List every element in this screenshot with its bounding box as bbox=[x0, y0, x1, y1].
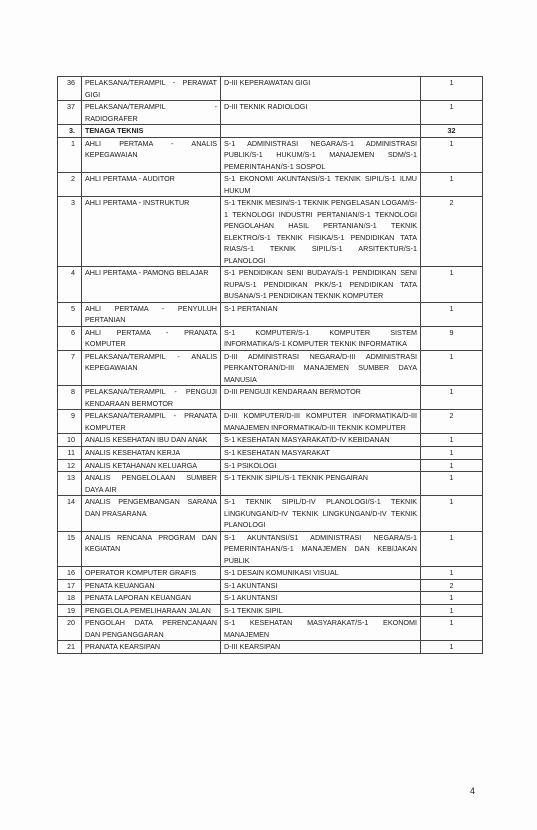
row-number-cell: 19 bbox=[58, 604, 82, 617]
row-number-cell: 3. bbox=[58, 125, 82, 138]
position-cell: AHLI PERTAMA - PAMONG BELAJAR bbox=[82, 267, 221, 303]
section-row bbox=[58, 125, 483, 138]
quota-cell: 1 bbox=[421, 604, 483, 617]
qualification-cell: S-1 KESEHATAN MASYARAKAT/D-IV KEBIDANAN bbox=[221, 434, 421, 447]
table-row bbox=[58, 641, 483, 654]
position-cell: PELAKSANA/TERAMPIL - PERAWAT GIGI bbox=[82, 77, 221, 101]
qualification-cell: S-1 KOMPUTER/S-1 KOMPUTER SISTEM INFORMATIKA/S-1 KOMPUTER TEKNIK INFORMATIKA bbox=[221, 326, 421, 350]
table-row bbox=[58, 77, 483, 101]
position-cell: OPERATOR KOMPUTER GRAFIS bbox=[82, 567, 221, 580]
position-cell: PENATA KEUANGAN bbox=[82, 579, 221, 592]
position-cell: PENGOLAH DATA PERENCANAAN DAN PENGANGGARAN bbox=[82, 617, 221, 641]
table-row bbox=[58, 302, 483, 326]
table-row bbox=[58, 496, 483, 532]
qualification-cell bbox=[221, 125, 421, 138]
row-number-cell: 10 bbox=[58, 434, 82, 447]
quota-cell: 1 bbox=[421, 446, 483, 459]
row-number-cell: 18 bbox=[58, 592, 82, 605]
position-cell: PRANATA KEARSIPAN bbox=[82, 641, 221, 654]
position-cell: ANALIS KETAHANAN KELUARGA bbox=[82, 459, 221, 472]
row-number-cell: 21 bbox=[58, 641, 82, 654]
row-number-cell: 37 bbox=[58, 101, 82, 125]
position-cell: PELAKSANA/TERAMPIL - PRANATA KOMPUTER bbox=[82, 410, 221, 434]
qualification-cell: S-1 EKONOMI AKUNTANSI/S-1 TEKNIK SIPIL/S-1 ILMU HUKUM bbox=[221, 173, 421, 197]
table-row bbox=[58, 472, 483, 496]
qualification-cell: S-1 PENDIDIKAN SENI BUDAYA/S-1 PENDIDIKAN SENI RUPA/S-1 PENDIDIKAN PKK/S-1 PENDIDIKAN TATA BUSANA/S-1 PENDIDIKAN TEKNIK KOMPUTER bbox=[221, 267, 421, 303]
row-number-cell: 4 bbox=[58, 267, 82, 303]
qualification-cell: S-1 AKUNTANSI bbox=[221, 592, 421, 605]
row-number-cell: 3 bbox=[58, 197, 82, 267]
qualification-cell: S-1 KESEHATAN MASYARAKAT bbox=[221, 446, 421, 459]
quota-cell: 1 bbox=[421, 567, 483, 580]
page-number: 4 bbox=[470, 786, 476, 796]
row-number-cell: 2 bbox=[58, 173, 82, 197]
quota-cell: 9 bbox=[421, 326, 483, 350]
qualification-cell: D-III KEARSIPAN bbox=[221, 641, 421, 654]
qualification-cell: D-III KEPERAWATAN GIGI bbox=[221, 77, 421, 101]
position-cell: ANALIS PENGELOLAAN SUMBER DAYA AIR bbox=[82, 472, 221, 496]
qualification-cell: S-1 TEKNIK MESIN/S-1 TEKNIK PENGELASAN LOGAM/S-1 TEKNOLOGI INDUSTRI PERTANIAN/S-1 TEKNOLOGI PENGOLAHAN HASIL PERTANIAN/S-1 TEKNIK ELEKTRO/S-1 TEKNIK FISIKA/S-1 PENDIDIKAN TATA RIAS/S-1 TEKNIK SIPIL/S-1 ARSITEKTUR/S-1 PLANOLOGI bbox=[221, 197, 421, 267]
row-number-cell: 6 bbox=[58, 326, 82, 350]
table-row bbox=[58, 410, 483, 434]
row-number-cell: 16 bbox=[58, 567, 82, 580]
quota-cell: 2 bbox=[421, 197, 483, 267]
position-cell: AHLI PERTAMA - PRANATA KOMPUTER bbox=[82, 326, 221, 350]
table-row bbox=[58, 446, 483, 459]
quota-cell: 1 bbox=[421, 434, 483, 447]
table-row bbox=[58, 579, 483, 592]
quota-cell: 1 bbox=[421, 386, 483, 410]
table-row bbox=[58, 567, 483, 580]
position-cell: AHLI PERTAMA - AUDITOR bbox=[82, 173, 221, 197]
qualification-cell: S-1 DESAIN KOMUNIKASI VISUAL bbox=[221, 567, 421, 580]
position-cell: PELAKSANA/TERAMPIL - PENGUJI KENDARAAN BERMOTOR bbox=[82, 386, 221, 410]
quota-cell: 1 bbox=[421, 531, 483, 567]
row-number-cell: 14 bbox=[58, 496, 82, 532]
quota-cell: 2 bbox=[421, 579, 483, 592]
qualification-cell: S-1 PERTANIAN bbox=[221, 302, 421, 326]
table-row bbox=[58, 434, 483, 447]
qualification-cell: D-III PENGUJI KENDARAAN BERMOTOR bbox=[221, 386, 421, 410]
quota-cell: 1 bbox=[421, 350, 483, 386]
qualification-cell: S-1 AKUNTANSI bbox=[221, 579, 421, 592]
row-number-cell: 11 bbox=[58, 446, 82, 459]
table-row bbox=[58, 592, 483, 605]
table-row bbox=[58, 604, 483, 617]
row-number-cell: 13 bbox=[58, 472, 82, 496]
table-row bbox=[58, 617, 483, 641]
qualification-cell: D-III ADMINISTRASI NEGARA/D-III ADMINISTRASI PERKANTORAN/D-III MANAJEMEN SUMBER DAYA MANUSIA bbox=[221, 350, 421, 386]
quota-cell: 1 bbox=[421, 302, 483, 326]
position-cell: PENATA LAPORAN KEUANGAN bbox=[82, 592, 221, 605]
quota-cell: 1 bbox=[421, 617, 483, 641]
row-number-cell: 36 bbox=[58, 77, 82, 101]
table-row bbox=[58, 531, 483, 567]
row-number-cell: 17 bbox=[58, 579, 82, 592]
position-cell: TENAGA TEKNIS bbox=[82, 125, 221, 138]
table-row bbox=[58, 350, 483, 386]
table-row bbox=[58, 137, 483, 173]
position-cell: AHLI PERTAMA - ANALIS KEPEGAWAIAN bbox=[82, 137, 221, 173]
quota-cell: 1 bbox=[421, 137, 483, 173]
position-cell: PENGELOLA PEMELIHARAAN JALAN bbox=[82, 604, 221, 617]
formation-table bbox=[57, 76, 483, 654]
position-cell: ANALIS RENCANA PROGRAM DAN KEGIATAN bbox=[82, 531, 221, 567]
quota-cell: 1 bbox=[421, 173, 483, 197]
row-number-cell: 9 bbox=[58, 410, 82, 434]
qualification-cell: S-1 TEKNIK SIPIL bbox=[221, 604, 421, 617]
position-cell: PELAKSANA/TERAMPIL - ANALIS KEPEGAWAIAN bbox=[82, 350, 221, 386]
quota-cell: 1 bbox=[421, 459, 483, 472]
position-cell: AHLI PERTAMA - PENYULUH PERTANIAN bbox=[82, 302, 221, 326]
qualification-cell: S-1 AKUNTANSI/S1 ADMINISTRASI NEGARA/S-1 PEMERINTAHAN/S-1 MANAJEMEN DAN KEBIJAKAN PUBLIK bbox=[221, 531, 421, 567]
quota-cell: 32 bbox=[421, 125, 483, 138]
table-row bbox=[58, 267, 483, 303]
row-number-cell: 20 bbox=[58, 617, 82, 641]
quota-cell: 1 bbox=[421, 77, 483, 101]
qualification-cell: S-1 KESEHATAN MASYARAKAT/S-1 EKONOMI MANAJEMEN bbox=[221, 617, 421, 641]
table-row bbox=[58, 459, 483, 472]
row-number-cell: 15 bbox=[58, 531, 82, 567]
row-number-cell: 8 bbox=[58, 386, 82, 410]
table-row bbox=[58, 101, 483, 125]
quota-cell: 1 bbox=[421, 641, 483, 654]
row-number-cell: 1 bbox=[58, 137, 82, 173]
row-number-cell: 5 bbox=[58, 302, 82, 326]
qualification-cell: S-1 TEKNIK SIPIL/D-IV PLANOLOGI/S-1 TEKNIK LINGKUNGAN/D-IV TEKNIK LINGKUNGAN/D-IV TEKNIK PLANOLOGI bbox=[221, 496, 421, 532]
quota-cell: 1 bbox=[421, 496, 483, 532]
quota-cell: 1 bbox=[421, 472, 483, 496]
table-row bbox=[58, 173, 483, 197]
qualification-cell: D-III KOMPUTER/D-III KOMPUTER INFORMATIKA/D-III MANAJEMEN INFORMATIKA/D-III TEKNIK KOMPUTER bbox=[221, 410, 421, 434]
quota-cell: 1 bbox=[421, 592, 483, 605]
quota-cell: 1 bbox=[421, 267, 483, 303]
quota-cell: 2 bbox=[421, 410, 483, 434]
position-cell: AHLI PERTAMA - INSTRUKTUR bbox=[82, 197, 221, 267]
table-row bbox=[58, 386, 483, 410]
qualification-cell: D-III TEKNIK RADIOLOGI bbox=[221, 101, 421, 125]
row-number-cell: 12 bbox=[58, 459, 82, 472]
position-cell: PELAKSANA/TERAMPIL - RADIOGRAFER bbox=[82, 101, 221, 125]
quota-cell: 1 bbox=[421, 101, 483, 125]
position-cell: ANALIS KESEHATAN KERJA bbox=[82, 446, 221, 459]
position-cell: ANALIS PENGEMBANGAN SARANA DAN PRASARANA bbox=[82, 496, 221, 532]
table-row bbox=[58, 197, 483, 267]
table-body bbox=[58, 77, 483, 654]
qualification-cell: S-1 PSIKOLOGI bbox=[221, 459, 421, 472]
row-number-cell: 7 bbox=[58, 350, 82, 386]
qualification-cell: S-1 TEKNIK SIPIL/S-1 TEKNIK PENGAIRAN bbox=[221, 472, 421, 496]
qualification-cell: S-1 ADMINISTRASI NEGARA/S-1 ADMINISTRASI PUBLIK/S-1 HUKUM/S-1 MANAJEMEN SDM/S-1 PEMERINTAHAN/S-1 SOSPOL bbox=[221, 137, 421, 173]
position-cell: ANALIS KESEHATAN IBU DAN ANAK bbox=[82, 434, 221, 447]
table-row bbox=[58, 326, 483, 350]
